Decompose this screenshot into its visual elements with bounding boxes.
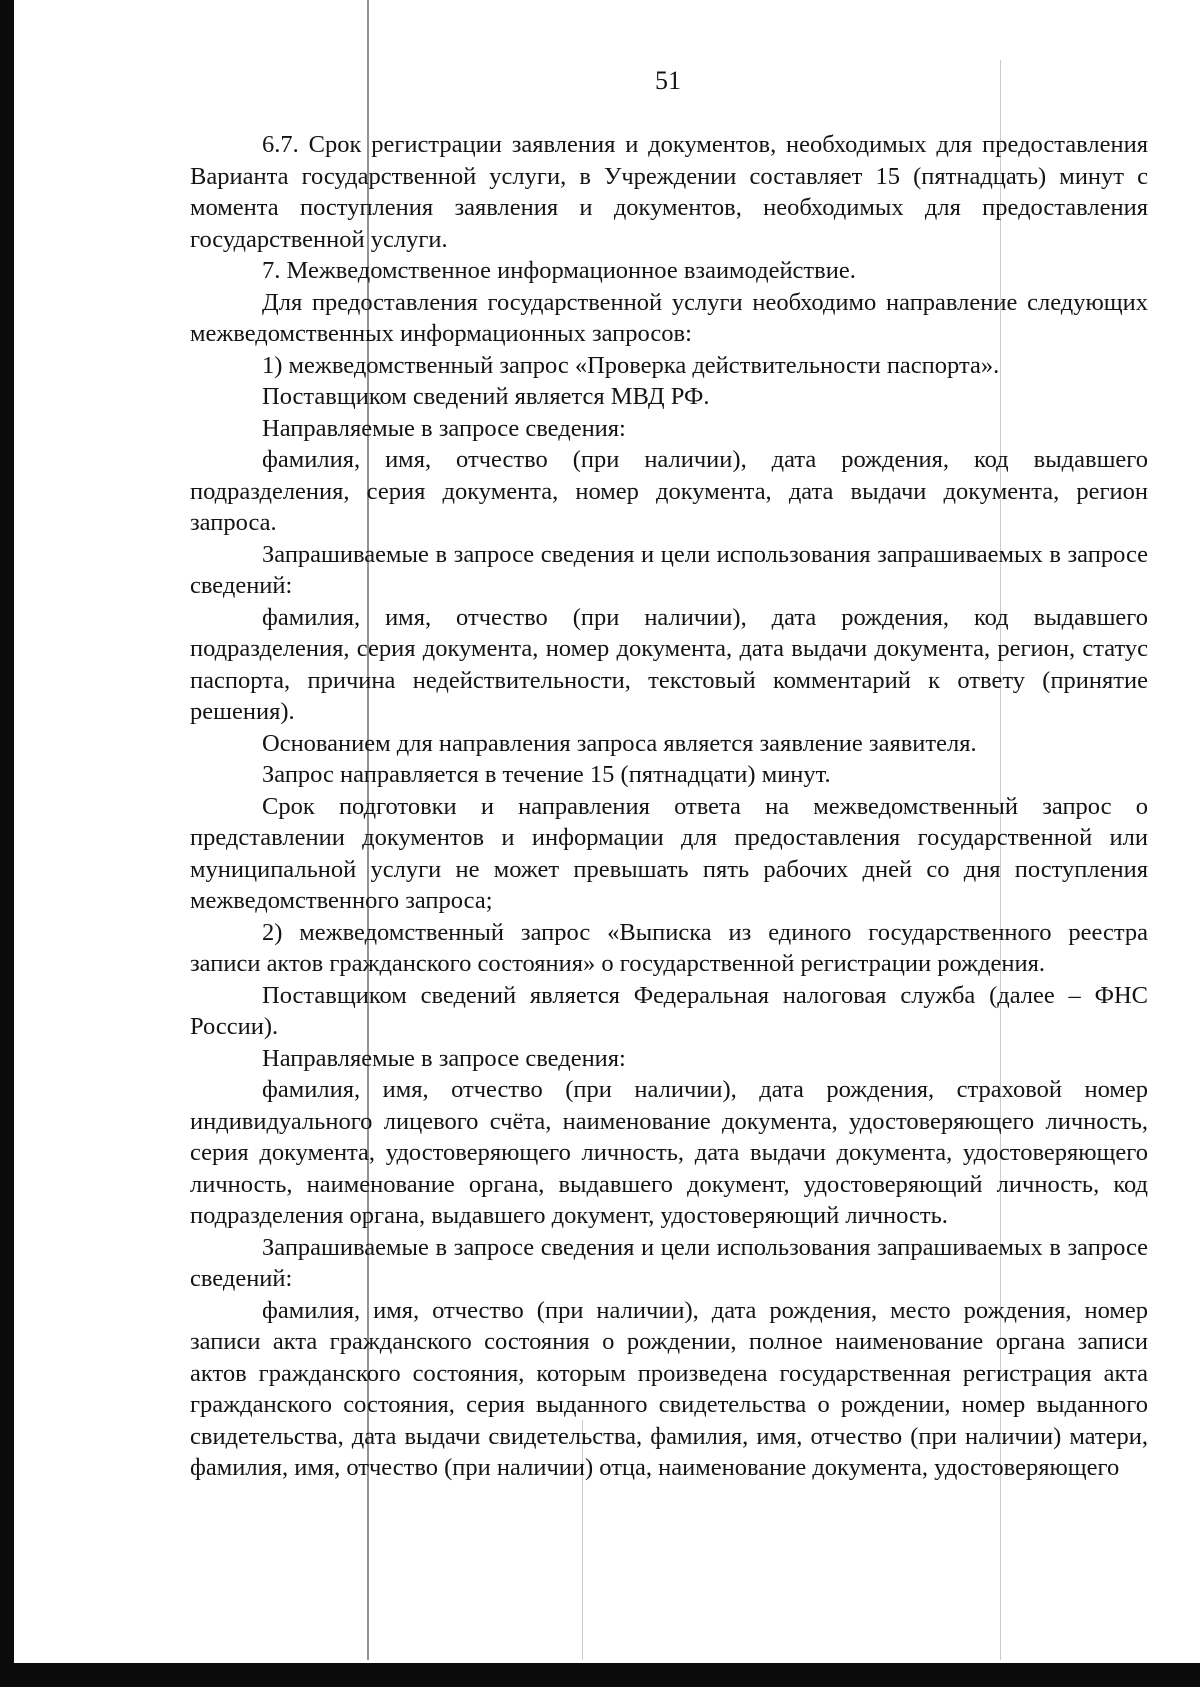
paragraph: 6.7. Срок регистрации заявления и документов, необходимых для предоставления Варианта государственной услуги, в Учреждении составляет 15 (пятнадцать) минут с момента поступления заявления и документов, необходимых для предоставления государственной услуги. bbox=[190, 131, 1148, 253]
scan-edge-left bbox=[0, 0, 14, 1687]
paragraph: Запрашиваемые в запросе сведения и цели использования запрашиваемых в запросе сведений: bbox=[190, 540, 1148, 599]
paragraph: фамилия, имя, отчество (при наличии), дата рождения, место рождения, номер записи акта гражданского состояния о рождении, полное наименование органа записи актов гражданского состояния, которым произведена государственная регистрация акта гражданского состояния, серия выданного свидетельства о рождении, номер выданного свидетельства, дата выдачи свидетельства, фамилия, имя, отчество (при наличии) матери, фамилия, имя, отчество (при наличии) отца, наименование документа, удостоверяющего bbox=[190, 1296, 1148, 1481]
paragraph: Поставщиком сведений является Федеральная налоговая служба (далее – ФНС России). bbox=[190, 981, 1148, 1040]
page-number: 51 bbox=[655, 66, 681, 95]
paragraph: Срок подготовки и направления ответа на межведомственный запрос о представлении документов и информации для предоставления государственной или муниципальной услуги не может превышать пять рабочих дней со дня поступления межведомственного запроса; bbox=[190, 792, 1148, 914]
paragraph: Поставщиком сведений является МВД РФ. bbox=[262, 383, 710, 410]
paragraph: Основанием для направления запроса является заявление заявителя. bbox=[262, 729, 977, 757]
paragraph: Направляемые в запросе сведения: bbox=[262, 414, 626, 442]
document-body bbox=[190, 129, 1148, 1484]
paragraph: фамилия, имя, отчество (при наличии), дата рождения, страховой номер индивидуального лицевого счёта, наименование документа, удостоверяющего личность, серия документа, удостоверяющего личность, дата выдачи документа, удостоверяющего личность, наименование органа, выдавшего документ, удостоверяющий личность, код подразделения органа, выдавшего документ, удостоверяющий личность. bbox=[190, 1076, 1148, 1229]
paragraph: 7. Межведомственное информационное взаимодействие. bbox=[262, 257, 856, 284]
paragraph: фамилия, имя, отчество (при наличии), дата рождения, код выдавшего подразделения, серия документа, номер документа, дата выдачи документа, регион запроса. bbox=[190, 446, 1148, 536]
paragraph: Направляемые в запросе сведения: bbox=[262, 1044, 626, 1072]
paragraph: фамилия, имя, отчество (при наличии), дата рождения, код выдавшего подразделения, серия документа, номер документа, дата выдачи документа, регион, статус паспорта, причина недействительности, текстовый комментарий к ответу (принятие решения). bbox=[190, 603, 1148, 725]
paragraph: 1) межведомственный запрос «Проверка действительности паспорта». bbox=[262, 351, 1000, 379]
paragraph: Запрос направляется в течение 15 (пятнадцати) минут. bbox=[262, 761, 831, 788]
scan-edge-bottom bbox=[0, 1663, 1200, 1687]
paragraph: Для предоставления государственной услуги необходимо направление следующих межведомственных информационных запросов: bbox=[190, 288, 1148, 347]
paragraph: 2) межведомственный запрос «Выписка из единого государственного реестра записи актов гражданского состояния» о государственной регистрации рождения. bbox=[190, 918, 1148, 977]
paragraph: Запрашиваемые в запросе сведения и цели использования запрашиваемых в запросе сведений: bbox=[190, 1233, 1148, 1292]
